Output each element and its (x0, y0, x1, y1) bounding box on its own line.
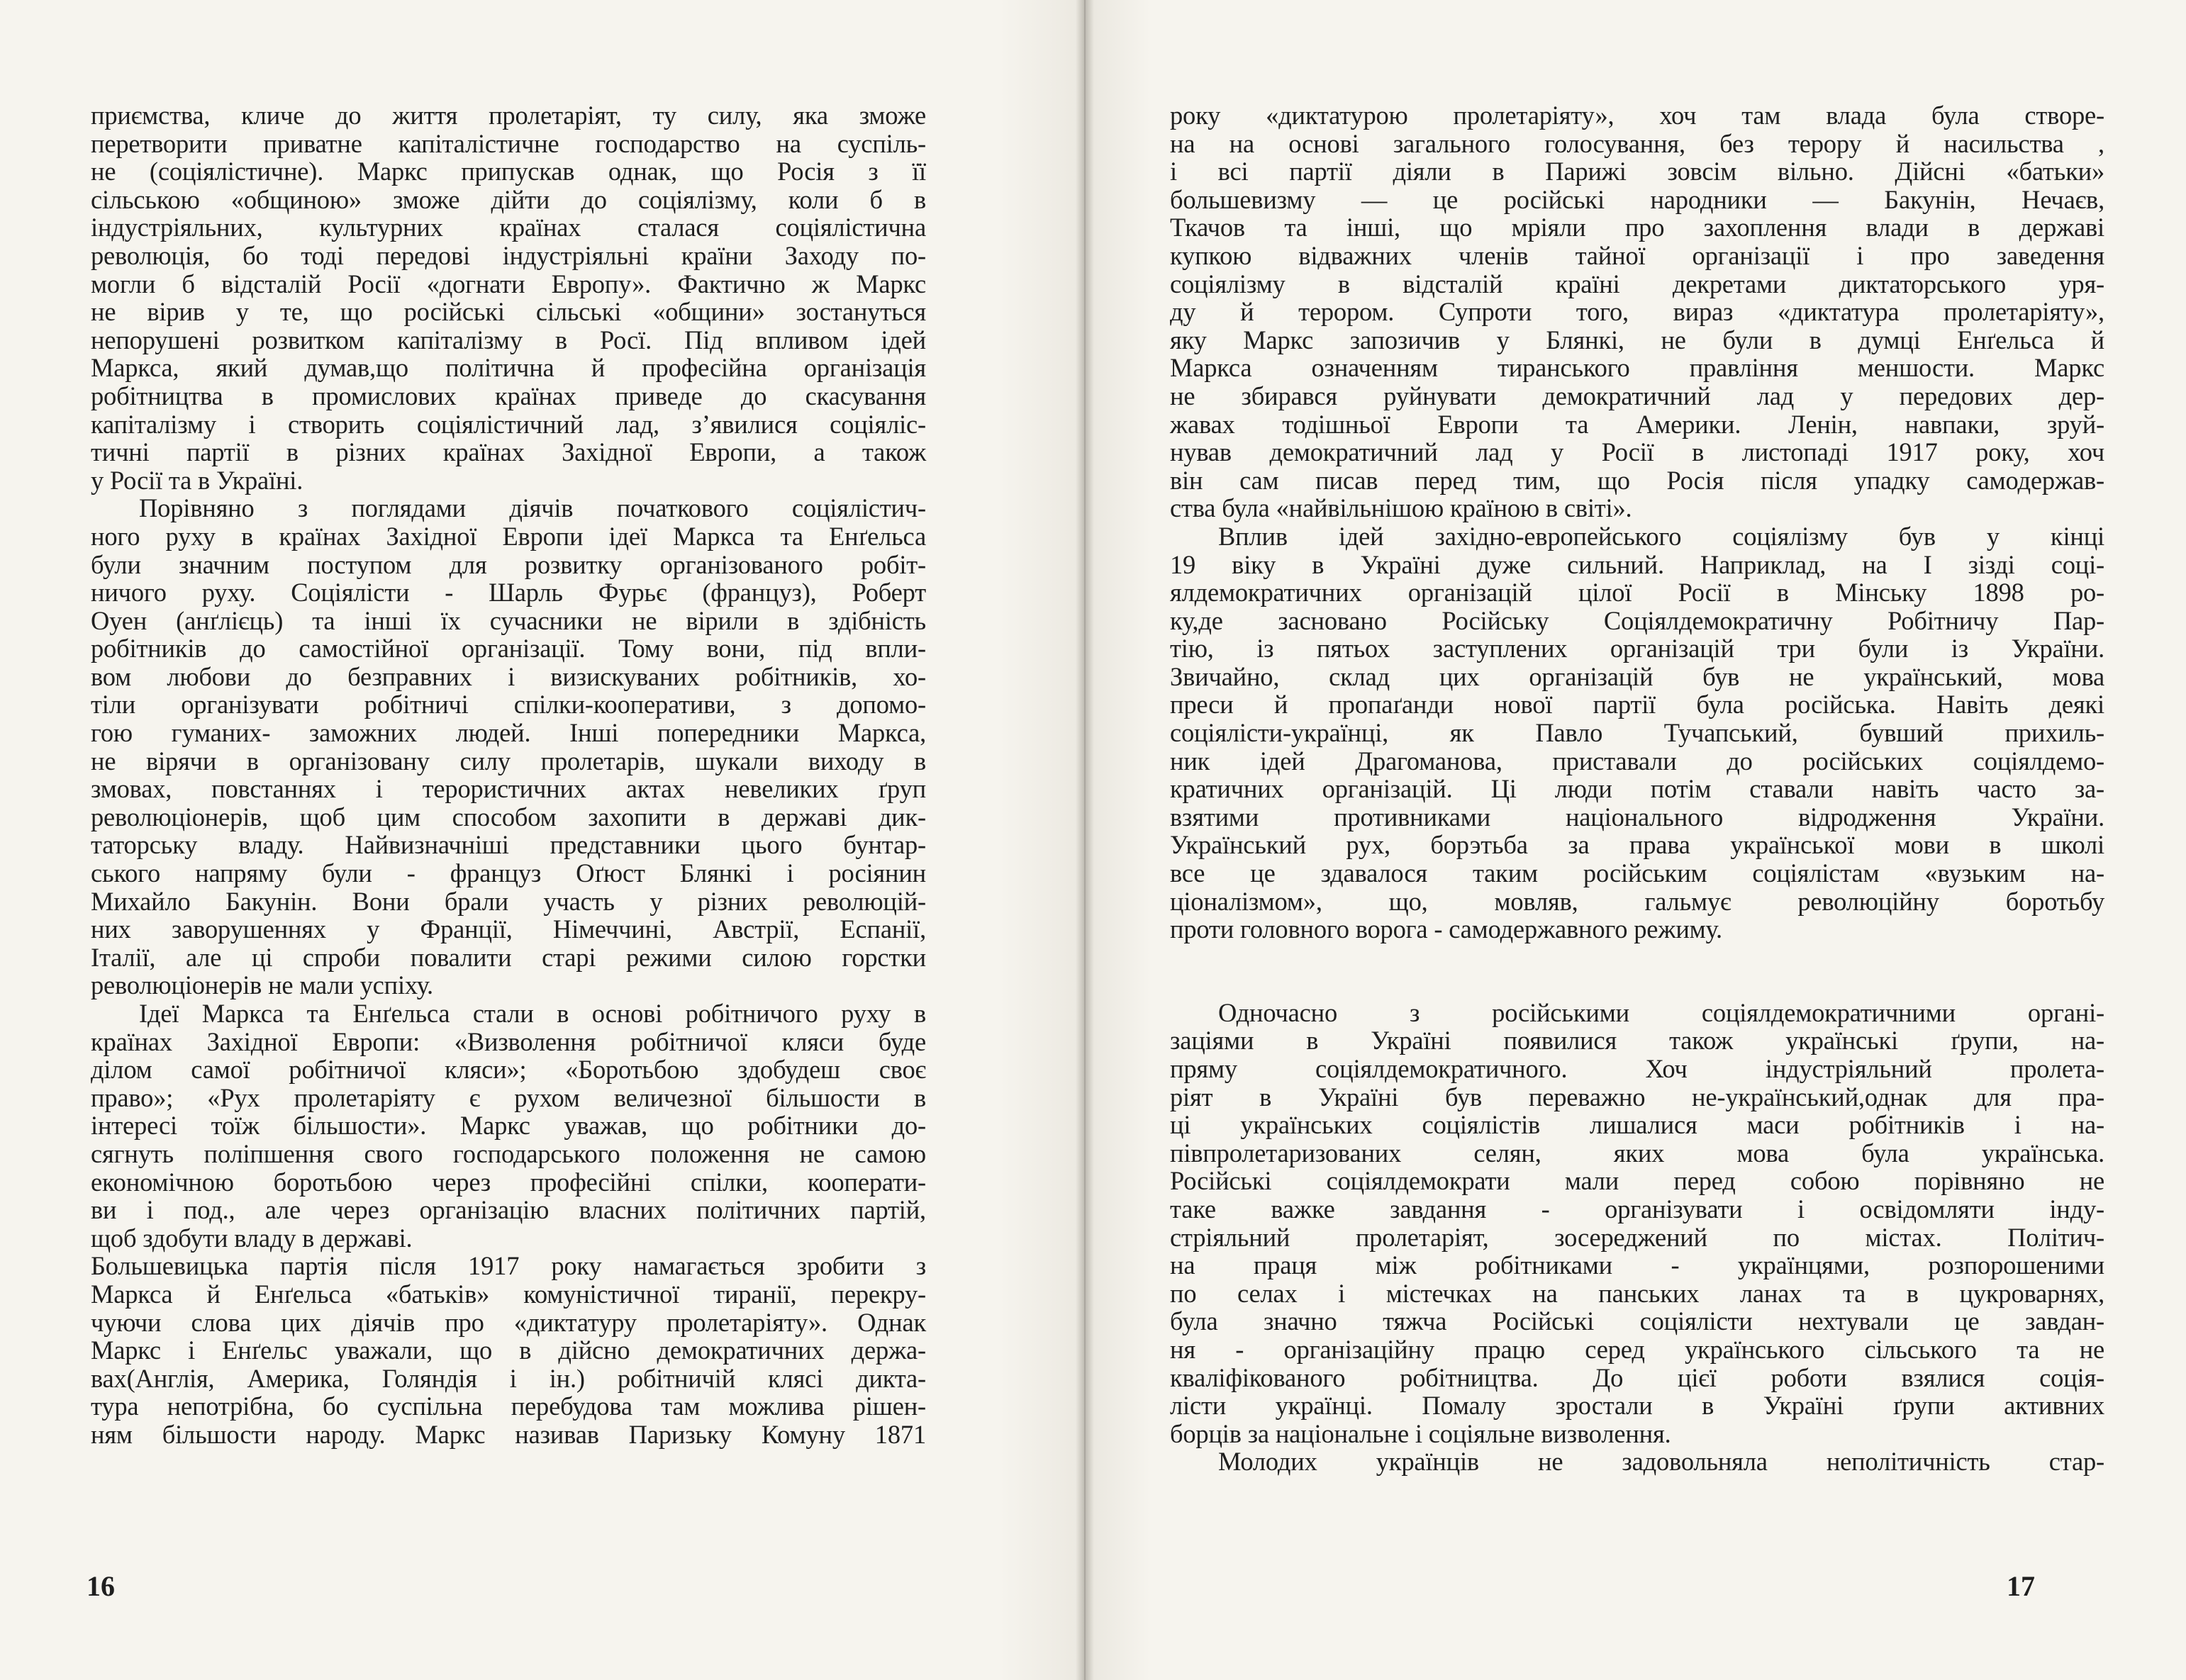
text-line: заціями в Україні появилися також українські ґрупи, на- (1170, 1026, 2104, 1055)
text-line: не (соціялістичне). Маркс припускав однак, що Росія з її (91, 157, 926, 186)
text-line: стріяльний пролетаріят, зосереджений по містах. Політич- (1170, 1222, 2104, 1252)
text-line: півпролетаризованих селян, яких мова була українська. (1170, 1138, 2104, 1167)
text-line: ду й терором. Супроти того, вираз «диктатура пролетаріяту», (1170, 297, 2104, 327)
text-line: ного руху в країнах Західної Европи ідеї Маркса та Енґельса (91, 521, 926, 551)
text-line: капіталізму і створить соціялістичний лад, з’явилися соціяліс- (91, 409, 926, 439)
text-line: тіли організувати робітничі спілки-кооперативи, з допомо- (91, 690, 926, 719)
text-line: індустріяльних, культурних країнах сталася соціялістична (91, 213, 926, 242)
text-line: Вплив ідей західно-европейського соціялізму був у кінці (1218, 521, 2104, 551)
text-line: по селах і містечках на панських ланах та в цукроварнях, (1170, 1278, 2104, 1308)
book-spine (1076, 0, 1094, 1680)
right-page (1085, 0, 2186, 1680)
text-line: Звичайно, склад цих організацій був не український, мова (1170, 661, 2104, 691)
text-line: робітників до самостійної організації. Тому вони, під впли- (91, 634, 926, 663)
text-line: яку Маркс запозичив у Блянкі, не були в думці Енґельса й (1170, 325, 2104, 354)
text-line: перетворити приватне капіталістичне господарство на суспіль- (91, 128, 926, 158)
text-line: кваліфікованого робітництва. До цієї роботи взялися соція- (1170, 1362, 2104, 1392)
text-line: проти головного ворога - самодержавного режиму. (1170, 914, 1722, 944)
text-line: Ідеї Маркса та Енґельса стали в основі робітничого руху в (139, 999, 926, 1028)
text-line: і всі партії діяли в Парижі зовсім вільно. Дійсні «батьки» (1170, 157, 2104, 186)
text-line: інтересі тоїж більшости». Маркс уважав, що робітники до- (91, 1111, 926, 1141)
text-line: не вірив у те, що російські сільські «общини» зостануться (91, 297, 926, 327)
text-line: ділом самої робітничої кляси»; «Боротьбою здобудеш своє (91, 1055, 926, 1085)
text-line: лісти українці. Помалу зростали в Україні ґрупи активних (1170, 1391, 2104, 1421)
text-line: соціялісти-українці, як Павло Тучапський, бувший прихиль- (1170, 718, 2104, 748)
text-line: жавах тодішньої Европи та Америки. Ленін, навпаки, зруй- (1170, 409, 2104, 439)
text-line: пряму соціялдемократичного. Хоч індустріяльний пролета- (1170, 1054, 2104, 1083)
text-line: тію, із пятьох заступлених організацій три були із України. (1170, 634, 2104, 663)
text-line: ничого руху. Соціялісти - Шарль Фурьє (француз), Роберт (91, 578, 926, 607)
text-line: Большевицька партія після 1917 року намагається зробити з (91, 1251, 926, 1281)
text-line: сягнуть поліпшення свого господарського положення не самою (91, 1138, 926, 1168)
text-line: ням більшости народу. Маркс називав Паризьку Комуну 1871 (91, 1419, 926, 1449)
text-line: була значно тяжча Російські соціялісти нехтували це завдан- (1170, 1306, 2104, 1336)
text-line: у Росії та в Україні. (91, 465, 303, 495)
text-line: ня - організаційну працю серед українського сільського та не (1170, 1334, 2104, 1364)
text-line: приємства, кличе до життя пролетаріят, ту силу, яка зможе (91, 101, 926, 130)
text-line: Оуен (анґлієць) та інші їх сучасники не вірили в здібність (91, 605, 926, 635)
text-line: не збирався руйнувати демократичний лад у передових дер- (1170, 381, 2104, 410)
text-line: вах(Англія, Америка, Голяндія і ін.) робітничій клясі дикта- (91, 1363, 926, 1393)
text-line: ського напряму були - француз Оґюст Блянкі і росіянин (91, 858, 926, 888)
text-line: взятими противниками національного відродження України. (1170, 802, 2104, 831)
text-line: тура непотрібна, бо суспільна перебудова там можлива рішен- (91, 1391, 926, 1421)
text-line: змовах, повстаннях і терористичних актах невеликих ґруп (91, 774, 926, 804)
text-line: нував демократичний лад у Росії в листопаді 1917 року, хоч (1170, 437, 2104, 467)
text-line: Порівняно з поглядами діячів початкового соціялістич- (139, 493, 926, 523)
text-line: він сам писав перед тим, що Росія після упадку самодержав- (1170, 465, 2104, 495)
text-line: на на основі загального голосування, без терору й насильства , (1170, 128, 2104, 158)
text-line: право»; «Рух пролетаріяту є рухом величезної більшости в (91, 1082, 926, 1112)
text-line: Російські соціялдемократи мали перед собою порівняно не (1170, 1166, 2104, 1196)
text-line: революція, бо тоді передові індустріяльні країни Заходу по- (91, 240, 926, 270)
text-line: все це здавалося таким російським соціялістам «вузьким на- (1170, 858, 2104, 888)
text-line: кратичних організацій. Ці люди потім ставали навіть часто за- (1170, 774, 2104, 804)
text-line: чуючи слова цих діячів про «диктатуру пролетаріяту». Однак (91, 1307, 926, 1337)
text-line: не віpячи в організовану силу пролетарів, шукали виходу в (91, 746, 926, 775)
text-line: таке важке завдання - організувати і освідомляти інду- (1170, 1194, 2104, 1223)
text-line: ці українських соціялістів лишалися маси робітників і на- (1170, 1110, 2104, 1140)
text-line: ку,де засновано Російську Соціялдемократичну Робітничу Пар- (1170, 605, 2104, 635)
text-line: Італії, але ці спроби повалити старі режими силою горстки (91, 942, 926, 972)
text-line: гою гуманих- заможних людей. Інші попередники Маркса, (91, 718, 926, 748)
text-line: Маркса й Енґельса «батьків» комуністичної тиранії, перекру- (91, 1279, 926, 1309)
text-line: купкою відважних членів тайної організації і про заведення (1170, 240, 2104, 270)
text-line: Ткачов та інші, що мріяли про захоплення влади в державі (1170, 213, 2104, 242)
text-line: сільською «общиною» зможе дійти до соціялізму, коли б в (91, 184, 926, 214)
left-page-text (91, 101, 926, 1449)
right-page-text (1170, 101, 2104, 1476)
text-line: соціялізму в відсталій країні декретами диктаторського уря- (1170, 269, 2104, 298)
text-line: Молодих українців не задовольняла неполітичність стар- (1218, 1447, 2104, 1477)
text-line: ріят в Україні був переважно не-український,однак для пра- (1170, 1082, 2104, 1111)
text-line: були значним поступом для розвитку організованого робіт- (91, 549, 926, 579)
left-page (0, 0, 1085, 1680)
text-line: 19 віку в Україні дуже сильний. Наприклад, на І зізді соці- (1170, 549, 2104, 579)
text-line: преси й пропаґанди нової партії була російська. Навіть деякі (1170, 690, 2104, 719)
text-line: ялдемократичних організацій цілої Росії в Мінську 1898 ро- (1170, 578, 2104, 607)
text-line: ства була «найвільнішою країною в світі». (1170, 493, 1632, 523)
page-number-left: 16 (87, 1570, 115, 1602)
text-line: могли б відсталій Росії «догнати Европу». Фактично ж Маркс (91, 269, 926, 298)
text-line: таторську владу. Найвизначніші представники цього бунтар- (91, 830, 926, 860)
text-line: Михайло Бакунін. Вони брали участь у різних революцій- (91, 886, 926, 916)
text-line: вом любови до безправних і визискуваних робітників, хо- (91, 661, 926, 691)
text-line: робітництва в промислових країнах приведе до скасування (91, 381, 926, 410)
text-line: щоб здобути владу в державі. (91, 1223, 413, 1253)
text-line: року «диктатурою пролетаріяту», хоч там влада була створе- (1170, 101, 2104, 130)
text-line: економічною боротьбою через професійні спілки, кооперати- (91, 1167, 926, 1197)
text-line: революціонерів не мали успіху. (91, 970, 433, 1000)
text-line: борців за національне і соціяльне визволення. (1170, 1418, 1671, 1448)
text-line: непорушені розвитком капіталізму в Росї. Під впливом ідей (91, 325, 926, 354)
text-line: тичні партії в різних країнах Західної Европи, а також (91, 437, 926, 467)
text-line: ник ідей Драгоманова, приставали до російських соціялдемо- (1170, 746, 2104, 775)
text-line: Маркс і Енґельс уважали, що в дійсно демократичних держа- (91, 1335, 926, 1365)
text-line: на праця між робітниками - українцями, розпорошеними (1170, 1250, 2104, 1280)
paragraph-gap (1170, 943, 2104, 999)
text-line: країнах Західної Европи: «Визволення робітничої кляси буде (91, 1026, 926, 1056)
text-line: Маркса, який думав,що політична й професійна організація (91, 353, 926, 383)
text-line: революціонерів, щоб цим способом захопити в державі дик- (91, 802, 926, 831)
text-line: Одночасно з російськими соціялдемократичними органі- (1218, 997, 2104, 1027)
text-line: большевизму — це російські народники — Бакунін, Нечаєв, (1170, 184, 2104, 214)
text-line: ціоналізмом», що, мовляв, гальмує революційну боротьбу (1170, 886, 2104, 916)
text-line: Український рух, борэтьба за права української мови в школі (1170, 830, 2104, 860)
text-line: Маркса означенням тиранського правління меншости. Маркс (1170, 353, 2104, 383)
page-number-right: 17 (2007, 1570, 2035, 1602)
text-line: них заворушеннях у Франції, Німеччині, Австрії, Еспанії, (91, 914, 926, 944)
text-line: ви і под., але через організацію власних політичних партій, (91, 1195, 926, 1225)
